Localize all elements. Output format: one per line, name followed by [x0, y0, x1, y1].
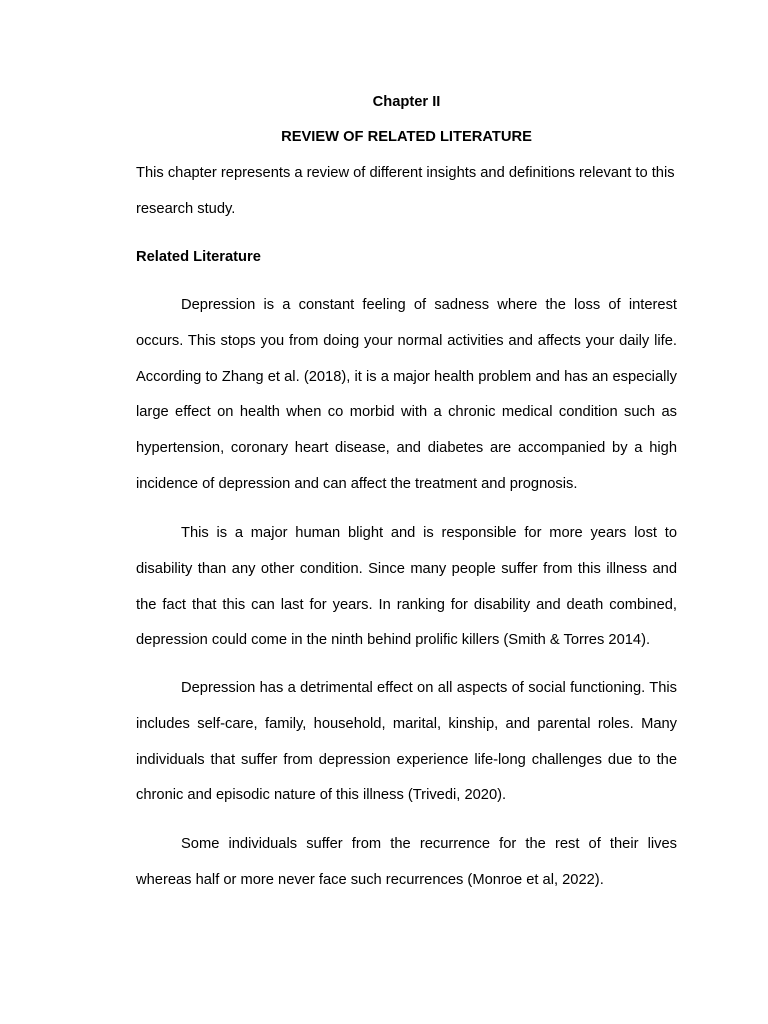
intro-paragraph: This chapter represents a review of different insights and definitions relevant to this research study. [136, 165, 675, 217]
body-paragraph: Depression is a constant feeling of sadness where the loss of interest occurs. This stops you from doing your normal activities and affects your daily life. According to Zhang et al. (2018), it is a major health problem and has an especially large effect on health when co morbid with a chronic medical condition such as hypertension, coronary heart disease, and diabetes are accompanied by a high incidence of depression and can affect the treatment and prognosis. [136, 297, 677, 492]
body-paragraph: Depression has a detrimental effect on all aspects of social functioning. This includes self-care, family, household, marital, kinship, and parental roles. Many individuals that suffer from depression experience life-long challenges due to the chronic and episodic nature of this illness (Trivedi, 2020). [136, 680, 677, 804]
chapter-label: Chapter II [372, 94, 441, 110]
chapter-title: REVIEW OF RELATED LITERATURE [281, 129, 532, 145]
body-paragraph: This is a major human blight and is responsible for more years lost to disability than any other condition. Since many people suffer from this illness and the fact that this can last for years. In ranking for disability and death combined, depression could come in the ninth behind prolific killers (Smith & Torres 2014). [136, 525, 677, 649]
section-heading-related-literature: Related Literature [136, 249, 261, 265]
body-paragraph: Some individuals suffer from the recurrence for the rest of their lives whereas half or more never face such recurrences (Monroe et al, 2022). [136, 836, 677, 888]
